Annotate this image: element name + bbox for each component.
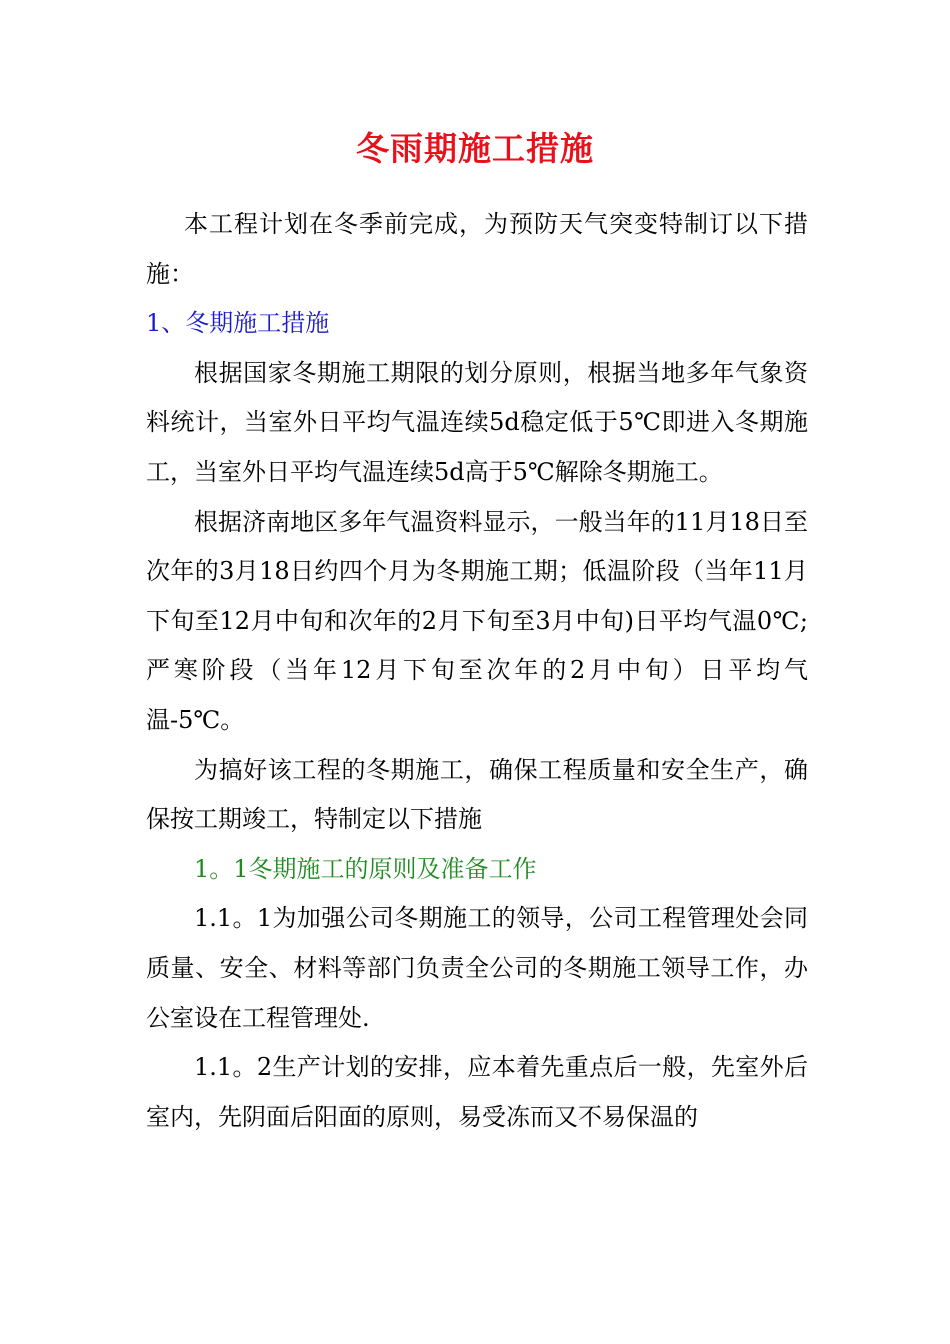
section-heading-1-1: 1。1冬期施工的原则及准备工作 bbox=[194, 854, 537, 883]
document-title: 冬雨期施工措施 bbox=[356, 129, 594, 168]
item-1-1-1: 1.1。1为加强公司冬期施工的领导，公司工程管理处会同质量、安全、材料等部门负责全公司的冬期施工领导工作，办公室设在工程管理处. bbox=[146, 904, 808, 1032]
paragraph-jinan-climate: 根据济南地区多年气温资料显示，一般当年的11月18日至次年的3月18日约四个月为冬期施工期；低温阶段（当年11月下旬至12月中旬和次年的2月下旬至3月中旬)日平均气温0℃;严寒阶段（当年12月下旬至次年的2月中旬）日平均气温-5℃。 bbox=[146, 507, 808, 734]
paragraph-winter-definition: 根据国家冬期施工期限的划分原则，根据当地多年气象资料统计，当室外日平均气温连续5d稳定低于5℃即进入冬期施工，当室外日平均气温连续5d高于5℃解除冬期施工。 bbox=[146, 358, 808, 486]
intro-paragraph: 本工程计划在冬季前完成，为预防天气突变特制订以下措施： bbox=[146, 210, 808, 288]
document-body bbox=[146, 200, 808, 1142]
section-heading-1: 1、冬期施工措施 bbox=[146, 309, 330, 338]
item-1-1-2: 1.1。2生产计划的安排，应本着先重点后一般，先室外后室内，先阴面后阳面的原则，易受冻而又不易保温的 bbox=[146, 1053, 808, 1131]
paragraph-measures-intro: 为搞好该工程的冬期施工，确保工程质量和安全生产，确保按工期竣工，特制定以下措施 bbox=[146, 755, 808, 834]
